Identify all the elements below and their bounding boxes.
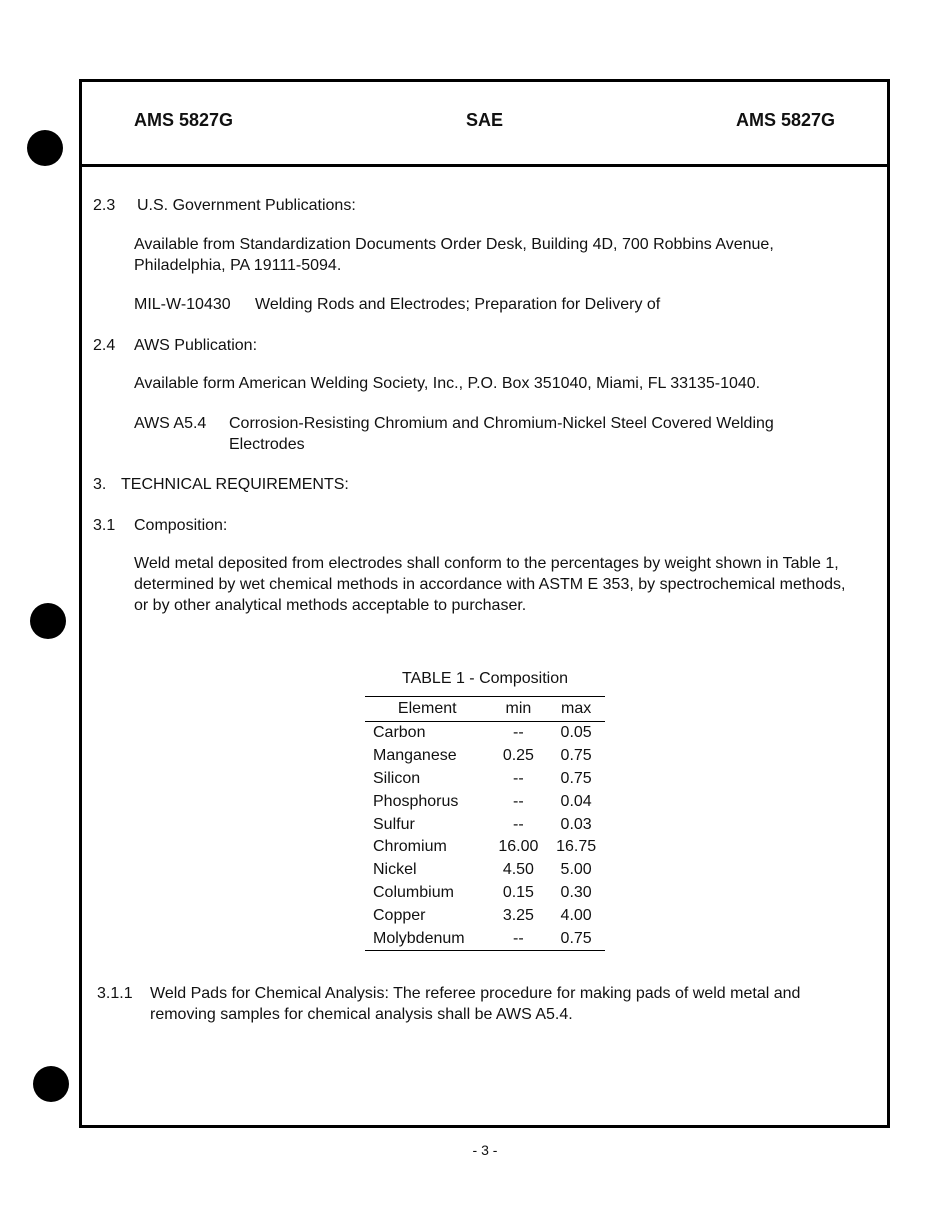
cell-max: 4.00 <box>560 906 592 924</box>
cell-min: -- <box>513 792 524 810</box>
cell-min: 0.25 <box>502 747 534 765</box>
section-2-3-availability-line-1: Available from Standardization Documents Order Desk, Building 4D, 700 Robbins Avenue, <box>134 236 774 253</box>
header-doc-id-left: AMS 5827G <box>134 110 234 130</box>
composition-table <box>365 696 605 951</box>
section-3-1-paragraph-line-2: determined by wet chemical methods in accordance with ASTM E 353, by spectrochemical methods, <box>134 576 846 593</box>
cell-element: Molybdenum <box>373 929 465 947</box>
cell-element: Copper <box>373 906 426 924</box>
section-3-number: 3. <box>93 476 107 493</box>
cell-max: 16.75 <box>556 838 597 856</box>
table-row <box>365 745 605 768</box>
cell-element: Nickel <box>373 861 417 879</box>
cell-max: 0.03 <box>560 815 592 833</box>
reference-code-mil-w-10430: MIL-W-10430 <box>134 296 231 313</box>
cell-max: 0.75 <box>560 747 592 765</box>
table-header-row <box>365 697 605 722</box>
section-3-1-paragraph-line-1: Weld metal deposited from electrodes shall conform to the percentages by weight shown in Table 1, <box>134 555 839 572</box>
cell-min: 0.15 <box>502 883 534 901</box>
section-2-4-title: AWS Publication: <box>134 337 258 354</box>
table-1-caption: TABLE 1 - Composition <box>402 670 568 687</box>
cell-element: Chromium <box>373 838 447 856</box>
section-3-title: TECHNICAL REQUIREMENTS: <box>121 476 349 493</box>
section-2-3-availability-line-2: Philadelphia, PA 19111-5094. <box>134 257 342 274</box>
cell-element: Phosphorus <box>373 792 459 810</box>
section-3-1-title: Composition: <box>134 517 228 534</box>
cell-min: 4.50 <box>502 861 534 879</box>
cell-element: Silicon <box>373 769 421 787</box>
reference-code-aws-a5-4: AWS A5.4 <box>134 415 207 432</box>
table-row <box>365 836 605 859</box>
cell-element: Manganese <box>373 747 457 765</box>
column-header-element: Element <box>365 697 490 722</box>
header-doc-id-right: AMS 5827G <box>735 110 835 130</box>
binder-hole-bottom <box>33 1066 69 1102</box>
section-3-1-number: 3.1 <box>93 517 116 534</box>
table-row <box>365 882 605 905</box>
binder-hole-middle <box>30 603 66 639</box>
cell-element: Carbon <box>373 724 426 742</box>
table-row <box>365 768 605 791</box>
section-3-1-paragraph-line-3: or by other analytical methods acceptable to purchaser. <box>134 597 527 614</box>
reference-title-aws-a5-4-line-1: Corrosion-Resisting Chromium and Chromium-Nickel Steel Covered Welding <box>229 415 774 432</box>
reference-title-mil-w-10430: Welding Rods and Electrodes; Preparation for Delivery of <box>255 296 661 313</box>
table-row <box>365 904 605 927</box>
reference-title-aws-a5-4-line-2: Electrodes <box>229 436 305 453</box>
section-2-3-number: 2.3 <box>93 197 116 214</box>
section-3-1-1-line-1: Weld Pads for Chemical Analysis: The referee procedure for making pads of weld metal and <box>150 985 801 1002</box>
section-2-4-number: 2.4 <box>93 337 116 354</box>
table-row <box>365 813 605 836</box>
cell-max: 0.75 <box>560 929 592 947</box>
cell-element: Columbium <box>373 883 454 901</box>
cell-max: 0.30 <box>560 883 592 901</box>
page-number: - 3 - <box>472 1142 498 1158</box>
table-row <box>365 722 605 745</box>
section-3-1-1-number: 3.1.1 <box>97 985 133 1002</box>
cell-min: 3.25 <box>502 906 534 924</box>
section-2-4-availability-line: Available form American Welding Society, Inc., P.O. Box 351040, Miami, FL 33135-1040. <box>134 375 761 392</box>
header-publisher: SAE <box>465 110 503 130</box>
table-row <box>365 859 605 882</box>
cell-element: Sulfur <box>373 815 415 833</box>
section-3-1-1-line-2: removing samples for chemical analysis shall be AWS A5.4. <box>150 1006 573 1023</box>
cell-max: 0.04 <box>560 792 592 810</box>
page-header <box>82 82 887 167</box>
table-row <box>365 790 605 813</box>
column-header-min: min <box>490 697 548 722</box>
cell-min: -- <box>513 724 524 742</box>
cell-min: -- <box>513 769 524 787</box>
cell-max: 0.75 <box>560 769 592 787</box>
cell-min: -- <box>513 929 524 947</box>
binder-hole-top <box>27 130 63 166</box>
column-header-max: max <box>547 697 605 722</box>
cell-max: 5.00 <box>560 861 592 879</box>
section-2-3-title: U.S. Government Publications: <box>137 197 356 214</box>
cell-min: 16.00 <box>498 838 539 856</box>
cell-min: -- <box>513 815 524 833</box>
table-row <box>365 927 605 950</box>
cell-max: 0.05 <box>560 724 592 742</box>
